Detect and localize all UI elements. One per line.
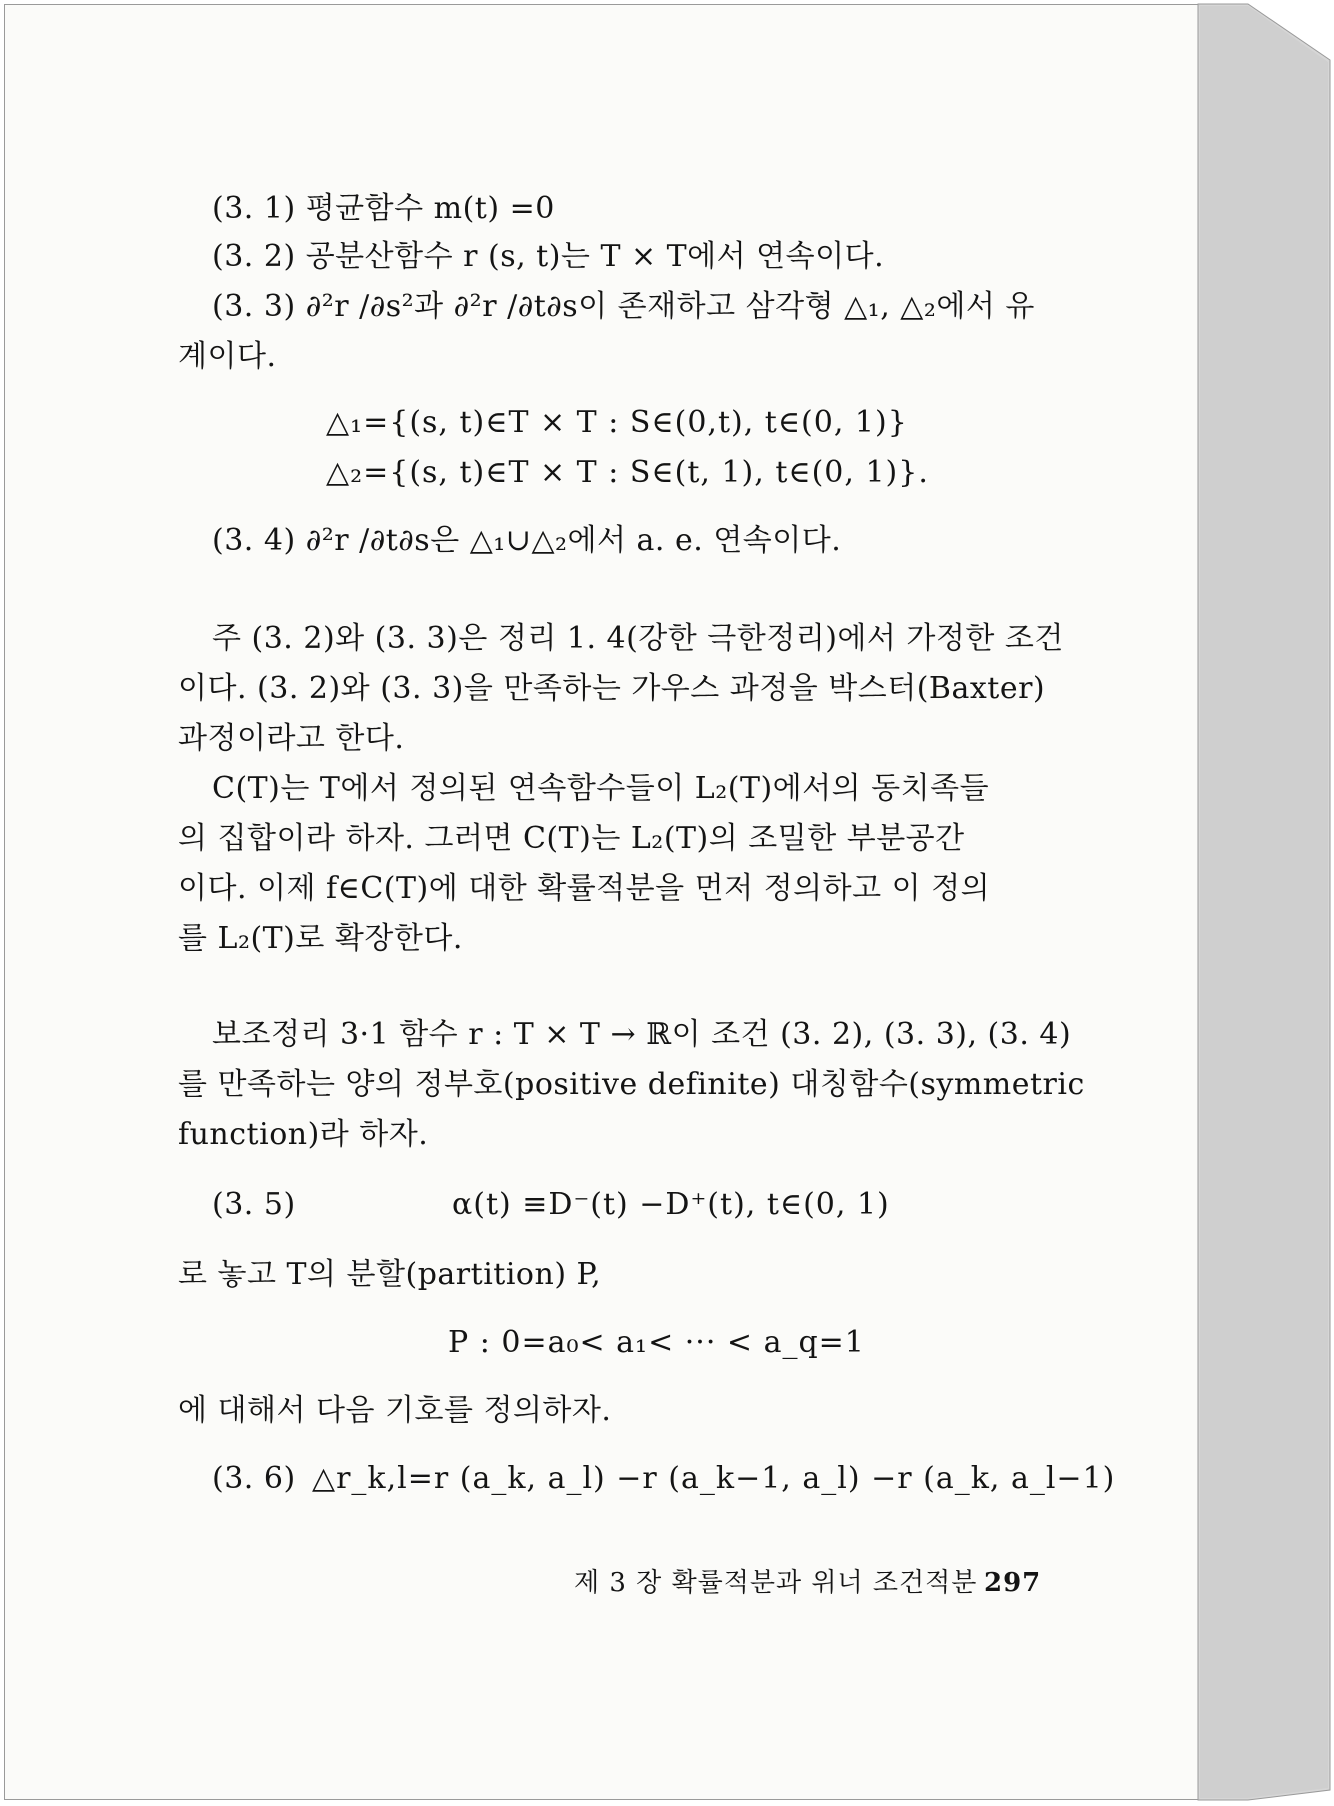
delta2-definition: △₂={(s, t)∈T × T : S∈(t, 1), t∈(0, 1)}. — [326, 455, 929, 490]
lemma-line-4: 로 놓고 T의 분할(partition) P, — [178, 1257, 602, 1292]
condition-3-4: (3. 4) ∂²r /∂t∂s은 △₁∪△₂에서 a. e. 연속이다. — [212, 523, 842, 558]
remark-line-1: 주 (3. 2)와 (3. 3)은 정리 1. 4(강한 극한정리)에서 가정한 조건 — [212, 621, 1064, 656]
condition-3-3-line2: 계이다. — [178, 339, 277, 374]
delta1-definition: △₁={(s, t)∈T × T : S∈(0,t), t∈(0, 1)} — [326, 405, 908, 440]
condition-3-1: (3. 1) 평균함수 m(t) =0 — [212, 191, 555, 226]
condition-3-3-line1: (3. 3) ∂²r /∂s²과 ∂²r /∂t∂s이 존재하고 삼각형 △₁, △₂에서 유 — [212, 289, 1035, 324]
equation-3-5: α(t) ≡D⁻(t) −D⁺(t), t∈(0, 1) — [452, 1187, 890, 1222]
chapter-footer: 제 3 장 확률적분과 위너 조건적분 — [574, 1568, 978, 1598]
paragraph-line-4: 를 L₂(T)로 확장한다. — [178, 921, 463, 956]
remark-line-3: 과정이라고 한다. — [178, 721, 405, 756]
lemma-line-2: 를 만족하는 양의 정부호(positive definite) 대칭함수(symmetric — [178, 1067, 1085, 1102]
lemma-line-3: function)라 하자. — [178, 1117, 429, 1152]
page-number: 297 — [984, 1568, 1042, 1598]
equation-3-5-label: (3. 5) — [212, 1187, 296, 1222]
equation-3-6: △r_k,l=r (a_k, a_l) −r (a_k−1, a_l) −r (a_k, a_l−1) — [312, 1461, 1116, 1496]
partition-definition: P : 0=a₀< a₁< ··· < a_q=1 — [448, 1325, 865, 1360]
lemma-line-1: 보조정리 3·1 함수 r : T × T → ℝ이 조건 (3. 2), (3. 3), (3. 4) — [212, 1017, 1072, 1052]
condition-3-2: (3. 2) 공분산함수 r (s, t)는 T × T에서 연속이다. — [212, 239, 885, 274]
paragraph-line-1: C(T)는 T에서 정의된 연속함수들이 L₂(T)에서의 동치족들 — [212, 771, 990, 806]
paragraph-line-2: 의 집합이라 하자. 그러면 C(T)는 L₂(T)의 조밀한 부분공간 — [178, 821, 965, 856]
equation-3-6-label: (3. 6) — [212, 1461, 296, 1496]
remark-line-2: 이다. (3. 2)와 (3. 3)을 만족하는 가우스 과정을 박스터(Baxter) — [178, 671, 1046, 706]
lemma-line-5: 에 대해서 다음 기호를 정의하자. — [178, 1393, 612, 1428]
paragraph-line-3: 이다. 이제 f∈C(T)에 대한 확률적분을 먼저 정의하고 이 정의 — [178, 871, 991, 906]
